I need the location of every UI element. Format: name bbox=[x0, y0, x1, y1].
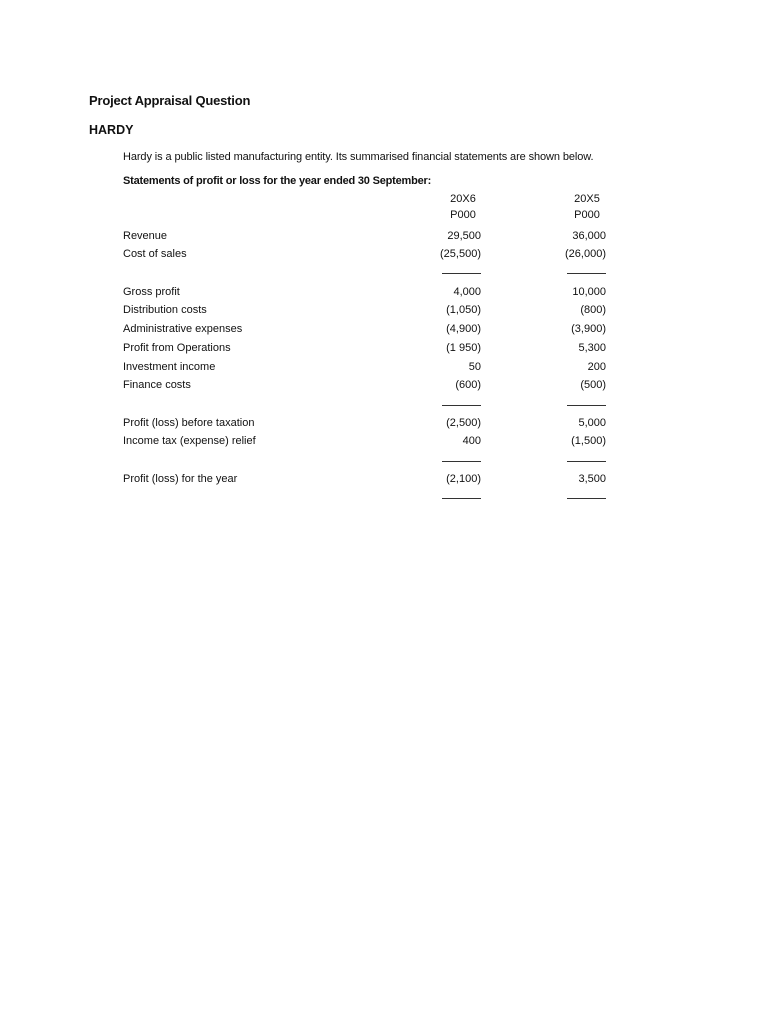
intro-paragraph: Hardy is a public listed manufacturing entity. Its summarised financial statements are shown below. bbox=[123, 151, 594, 163]
table-row-investment-income bbox=[0, 361, 768, 377]
value-20x5: 200 bbox=[587, 361, 606, 373]
statement-heading: Statements of profit or loss for the year ended 30 September: bbox=[123, 175, 432, 187]
column-year-20x6: 20X6 bbox=[450, 193, 476, 205]
row-label: Cost of sales bbox=[123, 248, 187, 260]
table-row-revenue bbox=[0, 230, 768, 246]
table-row-income-tax bbox=[0, 435, 768, 451]
column-year-20x5: 20X5 bbox=[574, 193, 600, 205]
row-label: Gross profit bbox=[123, 286, 180, 298]
row-label: Profit (loss) before taxation bbox=[123, 417, 255, 429]
value-20x5: (500) bbox=[580, 379, 606, 391]
table-row-admin-expenses bbox=[0, 323, 768, 339]
row-label: Revenue bbox=[123, 230, 168, 242]
table-row-finance-costs bbox=[0, 379, 768, 395]
row-label: Income tax (expense) relief bbox=[123, 435, 256, 447]
value-20x5: (1,500) bbox=[571, 435, 606, 447]
subtotal-rule bbox=[442, 461, 481, 462]
value-20x6: (600) bbox=[455, 379, 481, 391]
value-20x5: 10,000 bbox=[572, 286, 606, 298]
value-20x6: 4,000 bbox=[453, 286, 481, 298]
row-label: Administrative expenses bbox=[123, 323, 243, 335]
subtotal-rule bbox=[567, 405, 606, 406]
value-20x6: 29,500 bbox=[447, 230, 481, 242]
table-row-gross-profit bbox=[0, 286, 768, 302]
value-20x5: (3,900) bbox=[571, 323, 606, 335]
value-20x5: (800) bbox=[580, 304, 606, 316]
value-20x6: (1 950) bbox=[446, 342, 481, 354]
subtotal-rule bbox=[442, 405, 481, 406]
value-20x5: (26,000) bbox=[565, 248, 606, 260]
row-label: Profit from Operations bbox=[123, 342, 231, 354]
value-20x5: 3,500 bbox=[578, 473, 606, 485]
value-20x6: (4,900) bbox=[446, 323, 481, 335]
entity-name: HARDY bbox=[89, 123, 134, 137]
total-rule bbox=[567, 498, 606, 499]
table-row-profit-for-year bbox=[0, 473, 768, 489]
table-row-distribution-costs bbox=[0, 304, 768, 320]
table-row-profit-from-operations bbox=[0, 342, 768, 358]
value-20x5: 5,300 bbox=[578, 342, 606, 354]
value-20x5: 36,000 bbox=[572, 230, 606, 242]
value-20x6: (2,500) bbox=[446, 417, 481, 429]
row-label: Profit (loss) for the year bbox=[123, 473, 238, 485]
row-label: Finance costs bbox=[123, 379, 191, 391]
page-title: Project Appraisal Question bbox=[89, 93, 251, 108]
value-20x6: (1,050) bbox=[446, 304, 481, 316]
value-20x6: 50 bbox=[468, 361, 481, 373]
row-label: Investment income bbox=[123, 361, 216, 373]
row-label: Distribution costs bbox=[123, 304, 207, 316]
value-20x5: 5,000 bbox=[578, 417, 606, 429]
subtotal-rule bbox=[567, 461, 606, 462]
value-20x6: (25,500) bbox=[440, 248, 481, 260]
value-20x6: 400 bbox=[462, 435, 481, 447]
column-unit-20x5: P000 bbox=[574, 209, 600, 221]
column-unit-20x6: P000 bbox=[450, 209, 476, 221]
table-row-profit-before-tax bbox=[0, 417, 768, 433]
total-rule bbox=[442, 498, 481, 499]
subtotal-rule bbox=[567, 273, 606, 274]
table-row-cost-of-sales bbox=[0, 248, 768, 264]
subtotal-rule bbox=[442, 273, 481, 274]
value-20x6: (2,100) bbox=[446, 473, 481, 485]
